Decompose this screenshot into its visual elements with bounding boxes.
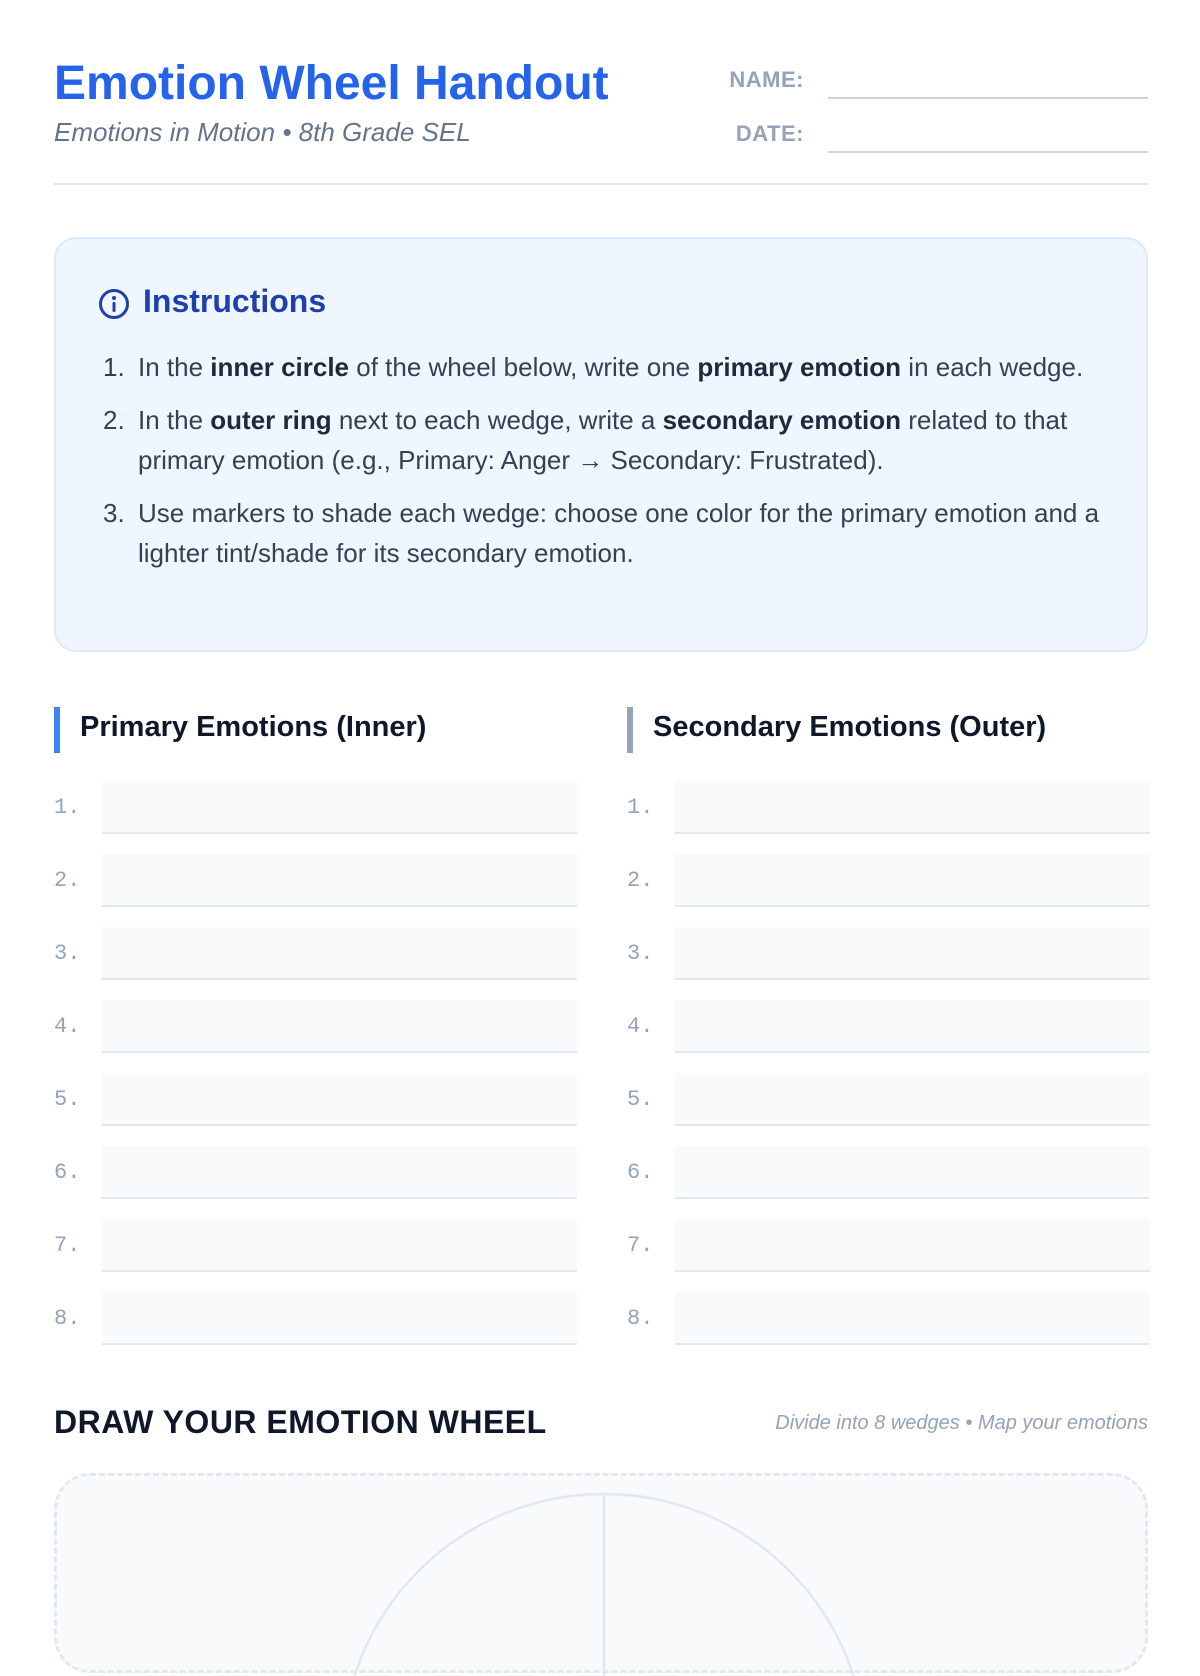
primary-row: [54, 1292, 577, 1344]
instruction-emphasis: primary emotion: [697, 352, 902, 382]
row-number: 6.: [54, 1160, 81, 1185]
primary-emotion-field[interactable]: [102, 781, 577, 834]
secondary-row: [627, 1219, 1150, 1271]
instruction-item: [103, 347, 1103, 387]
draw-wheel-hint: Divide into 8 wedges • Map your emotions: [775, 1412, 1148, 1434]
primary-emotions-title: Primary Emotions (Inner): [80, 711, 427, 743]
row-number: 3.: [627, 941, 654, 966]
secondary-emotion-field[interactable]: [675, 1219, 1150, 1272]
instruction-item: [103, 493, 1103, 573]
instructions-panel: [54, 237, 1148, 652]
row-number: 5.: [54, 1087, 81, 1112]
primary-row: [54, 854, 577, 906]
secondary-row: [627, 1146, 1150, 1198]
primary-accent-bar: [54, 707, 60, 753]
wheel-drawing-area[interactable]: [54, 1473, 1148, 1673]
row-number: 8.: [54, 1306, 81, 1331]
secondary-emotions-title: Secondary Emotions (Outer): [653, 711, 1047, 743]
secondary-emotion-field[interactable]: [675, 1000, 1150, 1053]
secondary-row: [627, 781, 1150, 833]
secondary-row: [627, 927, 1150, 979]
primary-emotion-field[interactable]: [102, 927, 577, 980]
secondary-row: [627, 1292, 1150, 1344]
row-number: 4.: [627, 1014, 654, 1039]
primary-row: [54, 1219, 577, 1271]
instruction-emphasis: inner circle: [210, 352, 350, 382]
instruction-item: [103, 400, 1103, 480]
instruction-emphasis: secondary emotion: [662, 405, 901, 435]
row-number: 6.: [627, 1160, 654, 1185]
secondary-row: [627, 854, 1150, 906]
primary-row: [54, 1000, 577, 1052]
secondary-emotion-field[interactable]: [675, 1146, 1150, 1199]
primary-emotion-field[interactable]: [102, 1073, 577, 1126]
page-subtitle: Emotions in Motion • 8th Grade SEL: [54, 117, 471, 147]
instruction-text: related to that primary emotion (e.g., Primary: Anger → Secondary: Frustrated).: [138, 405, 1068, 475]
row-number: 1.: [54, 795, 81, 820]
primary-row: [54, 781, 577, 833]
primary-emotion-field[interactable]: [102, 1219, 577, 1272]
row-number: 7.: [54, 1233, 81, 1258]
primary-emotion-field[interactable]: [102, 1292, 577, 1345]
instruction-emphasis: outer ring: [210, 405, 332, 435]
secondary-emotion-field[interactable]: [675, 927, 1150, 980]
name-field[interactable]: [828, 97, 1148, 99]
primary-emotion-field[interactable]: [102, 1146, 577, 1199]
row-number: 8.: [627, 1306, 654, 1331]
row-number: 7.: [627, 1233, 654, 1258]
row-number: 4.: [54, 1014, 81, 1039]
secondary-accent-bar: [627, 707, 633, 753]
instruction-text: in each wedge.: [901, 352, 1084, 382]
primary-row: [54, 1073, 577, 1125]
instruction-text: next to each wedge, write a: [331, 405, 663, 435]
row-number: 3.: [54, 941, 81, 966]
instruction-text: In the: [138, 405, 211, 435]
page-title: Emotion Wheel Handout: [54, 57, 609, 110]
secondary-emotion-field[interactable]: [675, 1292, 1150, 1345]
secondary-emotion-field[interactable]: [675, 781, 1150, 834]
primary-emotion-field[interactable]: [102, 1000, 577, 1053]
instruction-text: Use markers to shade each wedge: choose one color for the primary emotion and a lighter tint/shade for its secondary emotion.: [138, 498, 1100, 568]
instructions-list: [103, 347, 1103, 586]
secondary-emotion-field[interactable]: [675, 1073, 1150, 1126]
primary-emotion-field[interactable]: [102, 854, 577, 907]
row-number: 5.: [627, 1087, 654, 1112]
row-number: 2.: [54, 868, 81, 893]
draw-wheel-title: DRAW YOUR EMOTION WHEEL: [54, 1404, 547, 1440]
instruction-number: 3.: [103, 498, 125, 528]
date-field[interactable]: [828, 151, 1148, 153]
row-number: 2.: [627, 868, 654, 893]
primary-row: [54, 1146, 577, 1198]
secondary-row: [627, 1073, 1150, 1125]
info-circle-icon: [98, 288, 130, 320]
primary-row: [54, 927, 577, 979]
instruction-text: of the wheel below, write one: [349, 352, 698, 382]
emotion-wheel-outline: [57, 1476, 1151, 1676]
instructions-title: Instructions: [143, 283, 327, 319]
handout-page: [54, 0, 1148, 1600]
secondary-emotion-field[interactable]: [675, 854, 1150, 907]
handout-header: [54, 55, 1148, 185]
instruction-number: 2.: [103, 405, 125, 435]
secondary-row: [627, 1000, 1150, 1052]
instruction-text: In the: [138, 352, 211, 382]
instruction-number: 1.: [103, 352, 125, 382]
name-label: NAME:: [729, 67, 804, 92]
row-number: 1.: [627, 795, 654, 820]
date-label: DATE:: [735, 121, 804, 146]
